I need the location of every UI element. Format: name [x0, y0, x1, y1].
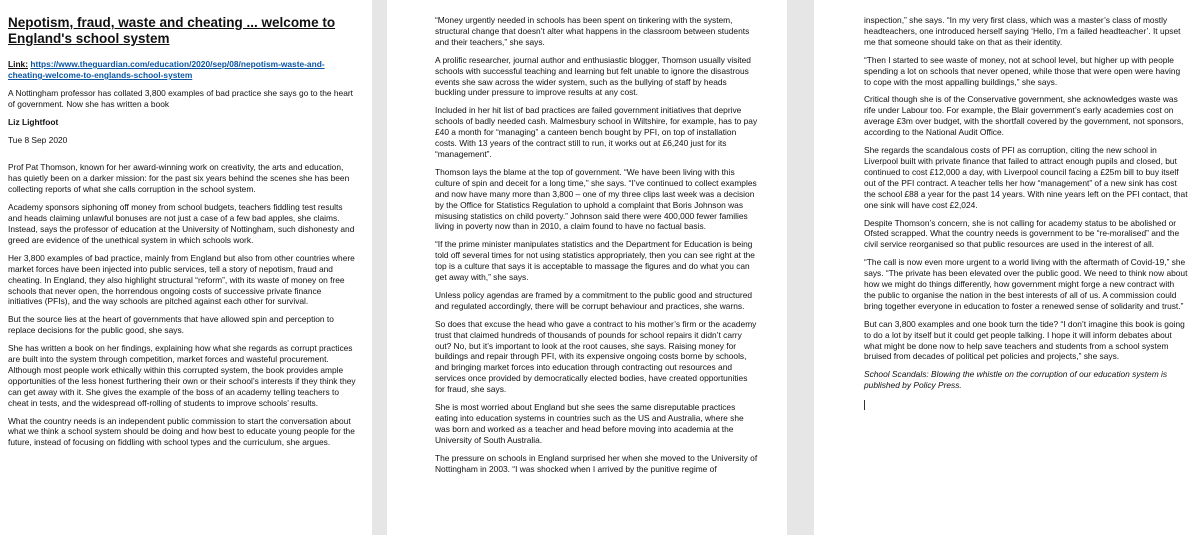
paragraph: So does that excuse the head who gave a contract to his mother’s firm or the academy trust that claimed hundreds of thousands of pounds for school repairs it didn’t carry out? No, but it’s important to look at the root causes, she says. Raising money for buildings and repair through PFI, with its expensive ongoing costs borne by schools, and bringing market forces into education through contracting out resources and services once provided by democratically elected bodies, have created opportunities for fraud, she says. [435, 318, 757, 395]
paragraph: “The call is now even more urgent to a world living with the aftermath of Covid-19,” she says. “The private has been elevated over the public good. We need to think now about how we might do things differently, how government might forge a new contract with the public to organise the nation in the best interests of all of us. A commission could bring together everyone in education to foster a renewed sense of solidarity and trust.” [864, 257, 1188, 311]
document-page-2 [387, 0, 787, 535]
paragraph: Thomson lays the blame at the top of government. “We have been living with this culture of spin and deceit for a long time,” she says. “I’ve continued to collect examples and now have many more than 3,800 – one of my three clips last week was a decision by the Office for Statistics Regulation to uphold a complaint that Boris Johnson was misusing statistics on child poverty.” Johnson said there were 400,000 fewer families living in poverty now than in 2010, a claim found to have no factual basis. [435, 166, 757, 232]
paragraph: “If the prime minister manipulates statistics and the Department for Education is being told off several times for not using statistics appropriately, then you can see right at the top is a culture that says it is acceptable to massage the figures and do what you can get away with,” she says. [435, 239, 755, 283]
book-footer-note: School Scandals: Blowing the whistle on the corruption of our education system is published by Policy Press. [864, 369, 1168, 391]
article-title: Nepotism, fraud, waste and cheating ... welcome to England's school system [8, 15, 336, 46]
paragraph: inspection,” she says. “In my very first class, which was a master’s class of mostly headteachers, one introduced herself saying ‘Hello, I’m a failed headteacher’. It upset me that someone should take on that as their identity. [864, 15, 1181, 47]
paragraph: Academy sponsors siphoning off money from school budgets, teachers fiddling test results and heads claiming unlawful bonuses are not just a case of a few bad apples, she claims. Instead, says the professor of education at the University of Nottingham, such dishonesty and greed are evidence of the unethical system in which schools work. [8, 202, 355, 245]
paragraph: Critical though she is of the Conservative government, she acknowledges waste was rife under Labour too. For example, the Blair government’s early academies cost on average £3m over budget, with the shortfall covered by the government, not sponsors, according to the National Audit Office. [864, 94, 1184, 138]
article-link [8, 59, 357, 81]
paragraph: She regards the scandalous costs of PFI as corruption, citing the new school in Liverpool built with private finance that failed to attract enough pupils and closed, but continued to cost £12,000 a day, with Liverpool council facing a £25m bill to buy itself out of the PFI contract. A teacher tells her how “management” of a new sink has cost the school £88 a year for the past 14 years. With nine years left on the PFI contact, that one sink will have cost £2,024. [864, 145, 1188, 210]
paragraph: Her 3,800 examples of bad practice, mainly from England but also from other countries where market forces have been injected into public services, tell a story of nepotism, fraud and cheating. In England, they also highlight structural “reform”, with its waste of money on free schools that never open, the horrendous ongoing costs of successive private finance initiatives (PFIs), and the way schools are pitched against each other for survival. [8, 252, 355, 307]
article-standfirst: A Nottingham professor has collated 3,800 examples of bad practice she says go to the heart of government. Now she has written a book [8, 87, 353, 109]
paragraph: Included in her hit list of bad practices are failed government initiatives that deprive schools of badly needed cash. Malmesbury school in Wiltshire, for example, has to pay £40 a month for “managing” a canteen bench bought by PFI, on top of installation costs. With 13 years of the contract still to run, it works out at £6,240 just for its “management”. [435, 105, 758, 159]
paragraph: She is most worried about England but she sees the same disreputable practices eating into education systems in countries such as the US and Australia, where she was born and worked as a teacher and head before moving into academia at the University of South Australia. [435, 402, 744, 445]
paragraph: But the source lies at the heart of governments that have allowed spin and perception to replace decisions for the public good, she says. [8, 314, 334, 336]
paragraph: But can 3,800 examples and one book turn the tide? “I don’t imagine this book is going to do a lot by itself but it could get people talking. I hope it will inform debates about what might be done now to help save teachers and students from a school system bruised from decades of political pet policies and projects,” she says. [864, 318, 1185, 362]
text-cursor [864, 400, 865, 410]
paragraph: “Money urgently needed in schools has been spent on tinkering with the system, structural change that doesn’t alter what happens in the classroom between students and their teachers,” she says. [435, 15, 750, 47]
article-author: Liz Lightfoot [8, 116, 59, 127]
link-label: Link: [8, 59, 29, 69]
paragraph: Unless policy agendas are framed by a commitment to the public good and structured and regulated accordingly, there will be corrupt behaviour and practices, she warns. [435, 289, 753, 311]
paragraph: The pressure on schools in England surprised her when she moved to the University of Nottingham in 2003. “I was shocked when I arrived by the punitive regime of [435, 452, 758, 474]
document-page-1 [0, 0, 372, 535]
paragraph: She has written a book on her findings, explaining how what she regards as corrupt practices are built into the system through competition, market forces and wasteful procurement. Although most people work ethically within this corrupted system, the book provides ample opportunities of the less honest furthering their own or their school’s interests if they think they can get away with it. She gives the example of the boss of an academy telling teachers to cheat in tests, and the widespread off-rolling of students to improve schools’ results. [8, 343, 356, 408]
paragraph: Despite Thomson’s concern, she is not calling for academy status to be abolished or Ofsted scrapped. What the country needs is government to be “re-moralised” and the civil service reorganised so that public resources are used in the interest of all. [864, 217, 1180, 250]
paragraph: Prof Pat Thomson, known for her award-winning work on creativity, the arts and education, has quietly been on a darker mission: for the past six years behind the scenes she has been collecting reports of what she calls corruption in the school system. [8, 162, 350, 195]
paragraph: A prolific researcher, journal author and enthusiastic blogger, Thomson usually visited schools with successful teaching and learning but felt unable to ignore the disastrous events she saw across the wider system, such as the bullying of staff by heads buckling under pressure to improve results at any cost. [435, 54, 751, 98]
article-date: Tue 8 Sep 2020 [8, 134, 68, 145]
article-url-link[interactable]: https://www.theguardian.com/education/2020/sep/08/nepotism-waste-and-cheating-welcome-to-englands-school-system [8, 59, 325, 80]
text-cursor-line[interactable] [864, 398, 1188, 413]
document-page-3 [814, 0, 1200, 535]
paragraph: What the country needs is an independent public commission to start the conversation about what we think a school system should be doing and how best to educate young people for the future, instead of focusing on fiddling with school types and the curriculum, she argues. [8, 415, 355, 448]
paragraph: “Then I started to see waste of money, not at school level, but higher up with people spending a lot on schools that never opened, while those that were open were having to cope with the most appalling buildings,” she says. [864, 54, 1181, 87]
